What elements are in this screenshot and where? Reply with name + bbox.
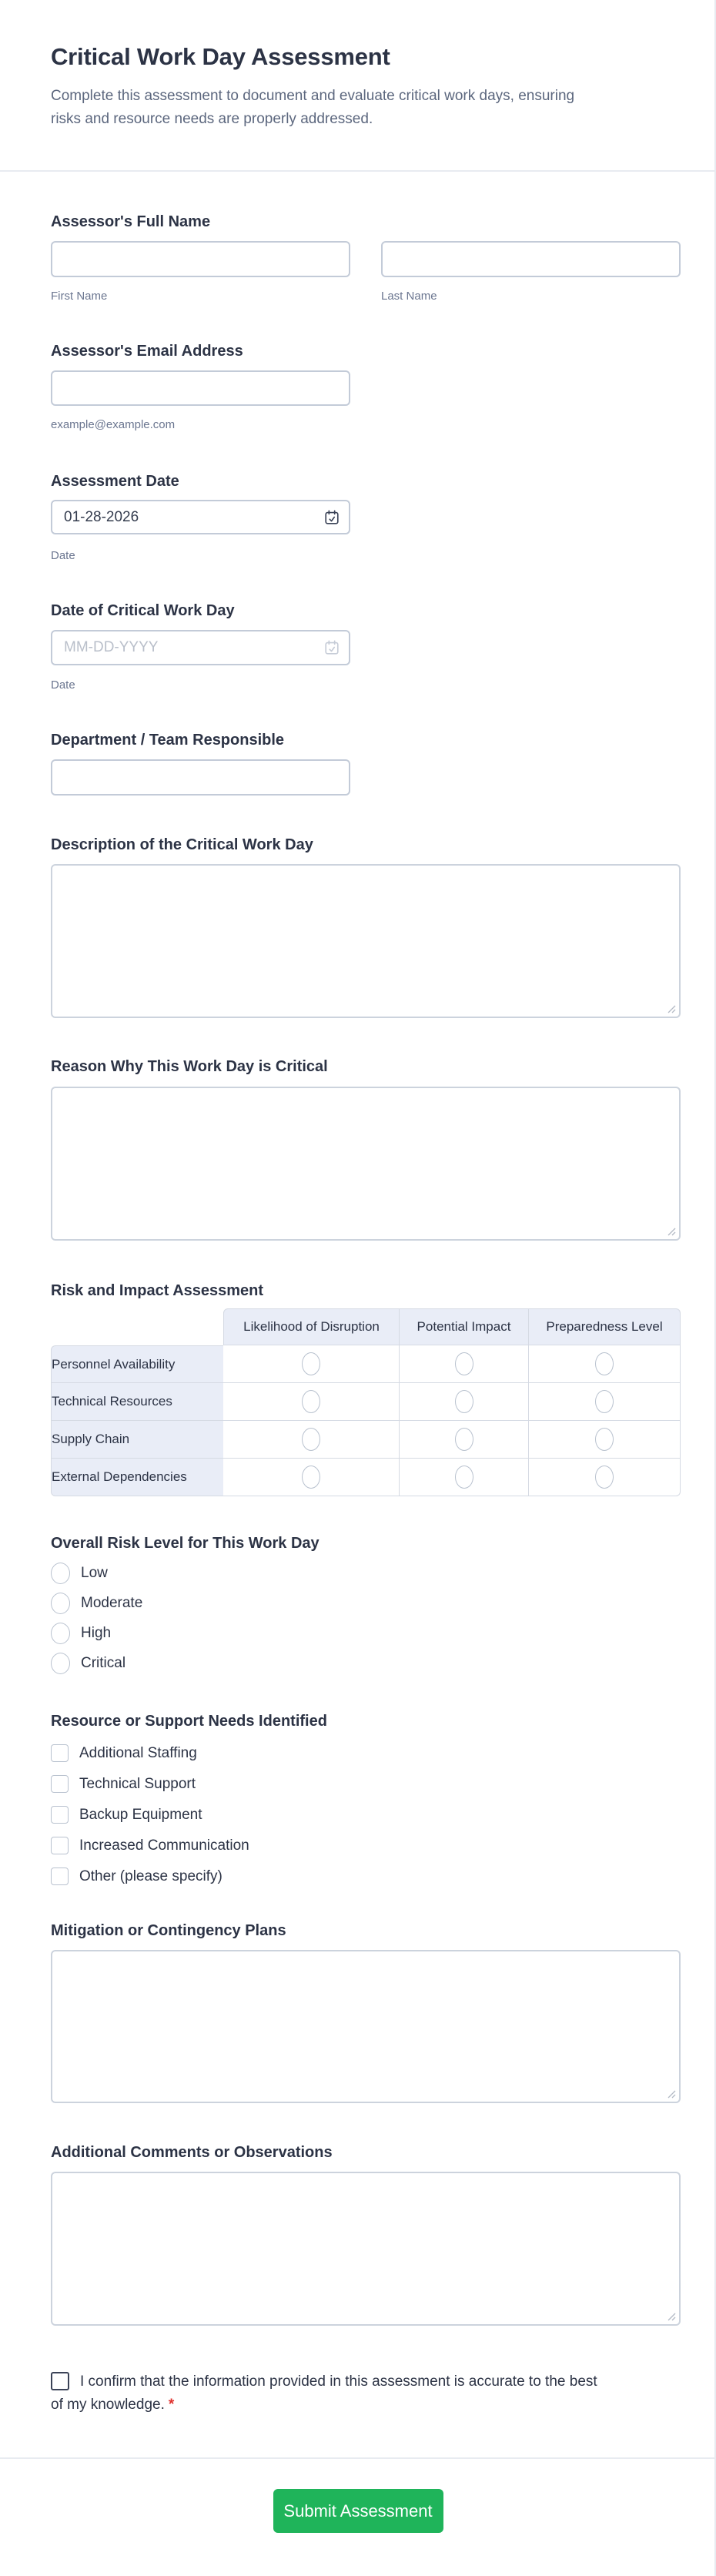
checkbox-option-label: Backup Equipment (79, 1806, 202, 1823)
matrix-body (51, 1345, 681, 1496)
assessment-date-field (51, 500, 350, 534)
form-footer (0, 2489, 716, 2533)
radio-icon[interactable] (51, 1623, 70, 1644)
matrix-radio-supply-chain-preparedness-level[interactable] (595, 1428, 614, 1451)
matrix-corner-cell (51, 1308, 223, 1345)
resize-handle-icon[interactable] (666, 1226, 676, 1236)
needs-label: Resource or Support Needs Identified (51, 1713, 327, 1730)
radio-icon[interactable] (51, 1653, 70, 1674)
matrix-column-header-likelihood-of-disruption: Likelihood of Disruption (223, 1308, 400, 1345)
form-header (0, 0, 716, 131)
confirm-checkbox[interactable] (51, 2372, 69, 2390)
mitigation-field (51, 1950, 681, 2103)
resize-handle-icon[interactable] (666, 2311, 676, 2321)
matrix-cell (400, 1345, 529, 1383)
full-name-label: Assessor's Full Name (51, 213, 211, 230)
matrix-column-header-preparedness-level: Preparedness Level (529, 1308, 681, 1345)
assessment-date-input[interactable] (51, 500, 350, 534)
matrix-row-label: Supply Chain (51, 1421, 223, 1459)
checkbox-icon[interactable] (51, 1868, 69, 1885)
checkbox-option-label: Other (please specify) (79, 1868, 222, 1884)
matrix-row-label: Technical Resources (51, 1383, 223, 1421)
first-name-input[interactable] (51, 241, 350, 277)
first-name-sublabel: First Name (51, 290, 108, 303)
last-name-input[interactable] (381, 241, 681, 277)
matrix-radio-supply-chain-likelihood-of-disruption[interactable] (302, 1428, 320, 1451)
risk-option-moderate[interactable] (51, 1593, 681, 1614)
page-title: Critical Work Day Assessment (51, 43, 390, 70)
checkbox-icon[interactable] (51, 1775, 69, 1793)
matrix-header-row (51, 1308, 681, 1345)
radio-option-label: Moderate (81, 1595, 143, 1611)
comments-textarea[interactable] (51, 2172, 681, 2326)
needs-option-other-please-specify[interactable] (51, 1867, 681, 1886)
mitigation-textarea[interactable] (51, 1950, 681, 2103)
reason-field (51, 1087, 681, 1241)
needs-option-backup-equipment[interactable] (51, 1805, 681, 1824)
footer-divider (0, 2457, 716, 2459)
checkbox-icon[interactable] (51, 1837, 69, 1854)
matrix-cell (223, 1421, 400, 1459)
department-input[interactable] (51, 759, 350, 796)
needs-option-increased-communication[interactable] (51, 1836, 681, 1855)
matrix-column-header-potential-impact: Potential Impact (400, 1308, 529, 1345)
radio-option-label: Critical (81, 1655, 126, 1671)
matrix-cell (529, 1345, 681, 1383)
matrix-radio-personnel-availability-potential-impact[interactable] (455, 1352, 473, 1375)
matrix-cell (529, 1421, 681, 1459)
matrix-row-technical-resources (51, 1383, 681, 1421)
description-field (51, 864, 681, 1018)
comments-field (51, 2172, 681, 2326)
email-input[interactable] (51, 370, 350, 406)
matrix-row-label: External Dependencies (51, 1459, 223, 1496)
bottom-spacer (0, 2533, 716, 2571)
matrix-radio-supply-chain-potential-impact[interactable] (455, 1428, 473, 1451)
assessment-date-sublabel: Date (51, 549, 75, 562)
matrix-radio-external-dependencies-preparedness-level[interactable] (595, 1466, 614, 1489)
critical-date-label: Date of Critical Work Day (51, 602, 235, 619)
matrix-radio-external-dependencies-likelihood-of-disruption[interactable] (302, 1466, 320, 1489)
radio-icon[interactable] (51, 1593, 70, 1614)
resize-handle-icon[interactable] (666, 1003, 676, 1013)
matrix-radio-technical-resources-potential-impact[interactable] (455, 1390, 473, 1413)
matrix-cell (529, 1383, 681, 1421)
needs-option-additional-staffing[interactable] (51, 1744, 681, 1763)
needs-option-technical-support[interactable] (51, 1774, 681, 1794)
risk-matrix-table (51, 1308, 681, 1496)
matrix-cell (529, 1459, 681, 1496)
matrix-cell (223, 1383, 400, 1421)
submit-button[interactable]: Submit Assessment (273, 2489, 443, 2533)
header-divider (0, 170, 716, 172)
comments-label: Additional Comments or Observations (51, 2144, 333, 2161)
reason-label: Reason Why This Work Day is Critical (51, 1058, 328, 1075)
matrix-row-label: Personnel Availability (51, 1345, 223, 1383)
confirm-label: I confirm that the information provided in this assessment is accurate to the best of my knowledge. (51, 2373, 597, 2413)
checkbox-icon[interactable] (51, 1744, 69, 1762)
critical-date-sublabel: Date (51, 678, 75, 692)
assessment-date-label: Assessment Date (51, 473, 179, 490)
matrix-cell (400, 1459, 529, 1496)
mitigation-label: Mitigation or Contingency Plans (51, 1922, 286, 1939)
department-label: Department / Team Responsible (51, 732, 285, 749)
required-asterisk: * (168, 2397, 175, 2413)
resize-handle-icon[interactable] (666, 2089, 676, 2099)
email-sublabel: example@example.com (51, 418, 176, 431)
needs-options (51, 1744, 681, 1886)
risk-option-high[interactable] (51, 1623, 681, 1644)
critical-date-input[interactable] (51, 630, 350, 665)
risk-level-options (51, 1563, 681, 1674)
matrix-radio-technical-resources-preparedness-level[interactable] (595, 1390, 614, 1413)
matrix-cell (400, 1383, 529, 1421)
radio-option-label: Low (81, 1565, 108, 1581)
matrix-row-personnel-availability (51, 1345, 681, 1383)
radio-option-label: High (81, 1625, 112, 1641)
calendar-icon[interactable] (323, 509, 340, 526)
matrix-radio-external-dependencies-potential-impact[interactable] (455, 1466, 473, 1489)
risk-option-low[interactable] (51, 1563, 681, 1584)
calendar-icon[interactable] (323, 639, 340, 656)
confirmation-row (51, 2370, 597, 2417)
critical-date-field (51, 630, 350, 665)
form-body (0, 212, 716, 2417)
matrix-label: Risk and Impact Assessment (51, 1282, 264, 1299)
matrix-row-external-dependencies (51, 1459, 681, 1496)
email-label: Assessor's Email Address (51, 343, 243, 360)
matrix-row-supply-chain (51, 1421, 681, 1459)
matrix-cell (223, 1345, 400, 1383)
form-subtitle: Complete this assessment to document and evaluate critical work days, ensuring risks and resource needs are properly addressed. (51, 88, 575, 127)
reason-textarea[interactable] (51, 1087, 681, 1241)
matrix-radio-personnel-availability-preparedness-level[interactable] (595, 1352, 614, 1375)
matrix-cell (223, 1459, 400, 1496)
full-name-row (51, 241, 681, 277)
checkbox-option-label: Increased Communication (79, 1837, 249, 1854)
checkbox-icon[interactable] (51, 1806, 69, 1824)
risk-option-critical[interactable] (51, 1653, 681, 1674)
checkbox-option-label: Technical Support (79, 1775, 196, 1792)
description-textarea[interactable] (51, 864, 681, 1018)
last-name-sublabel: Last Name (381, 290, 437, 303)
description-label: Description of the Critical Work Day (51, 836, 313, 853)
checkbox-option-label: Additional Staffing (79, 1744, 197, 1761)
matrix-radio-technical-resources-likelihood-of-disruption[interactable] (302, 1390, 320, 1413)
radio-icon[interactable] (51, 1563, 70, 1584)
matrix-cell (400, 1421, 529, 1459)
risk-level-label: Overall Risk Level for This Work Day (51, 1535, 320, 1552)
matrix-radio-personnel-availability-likelihood-of-disruption[interactable] (302, 1352, 320, 1375)
